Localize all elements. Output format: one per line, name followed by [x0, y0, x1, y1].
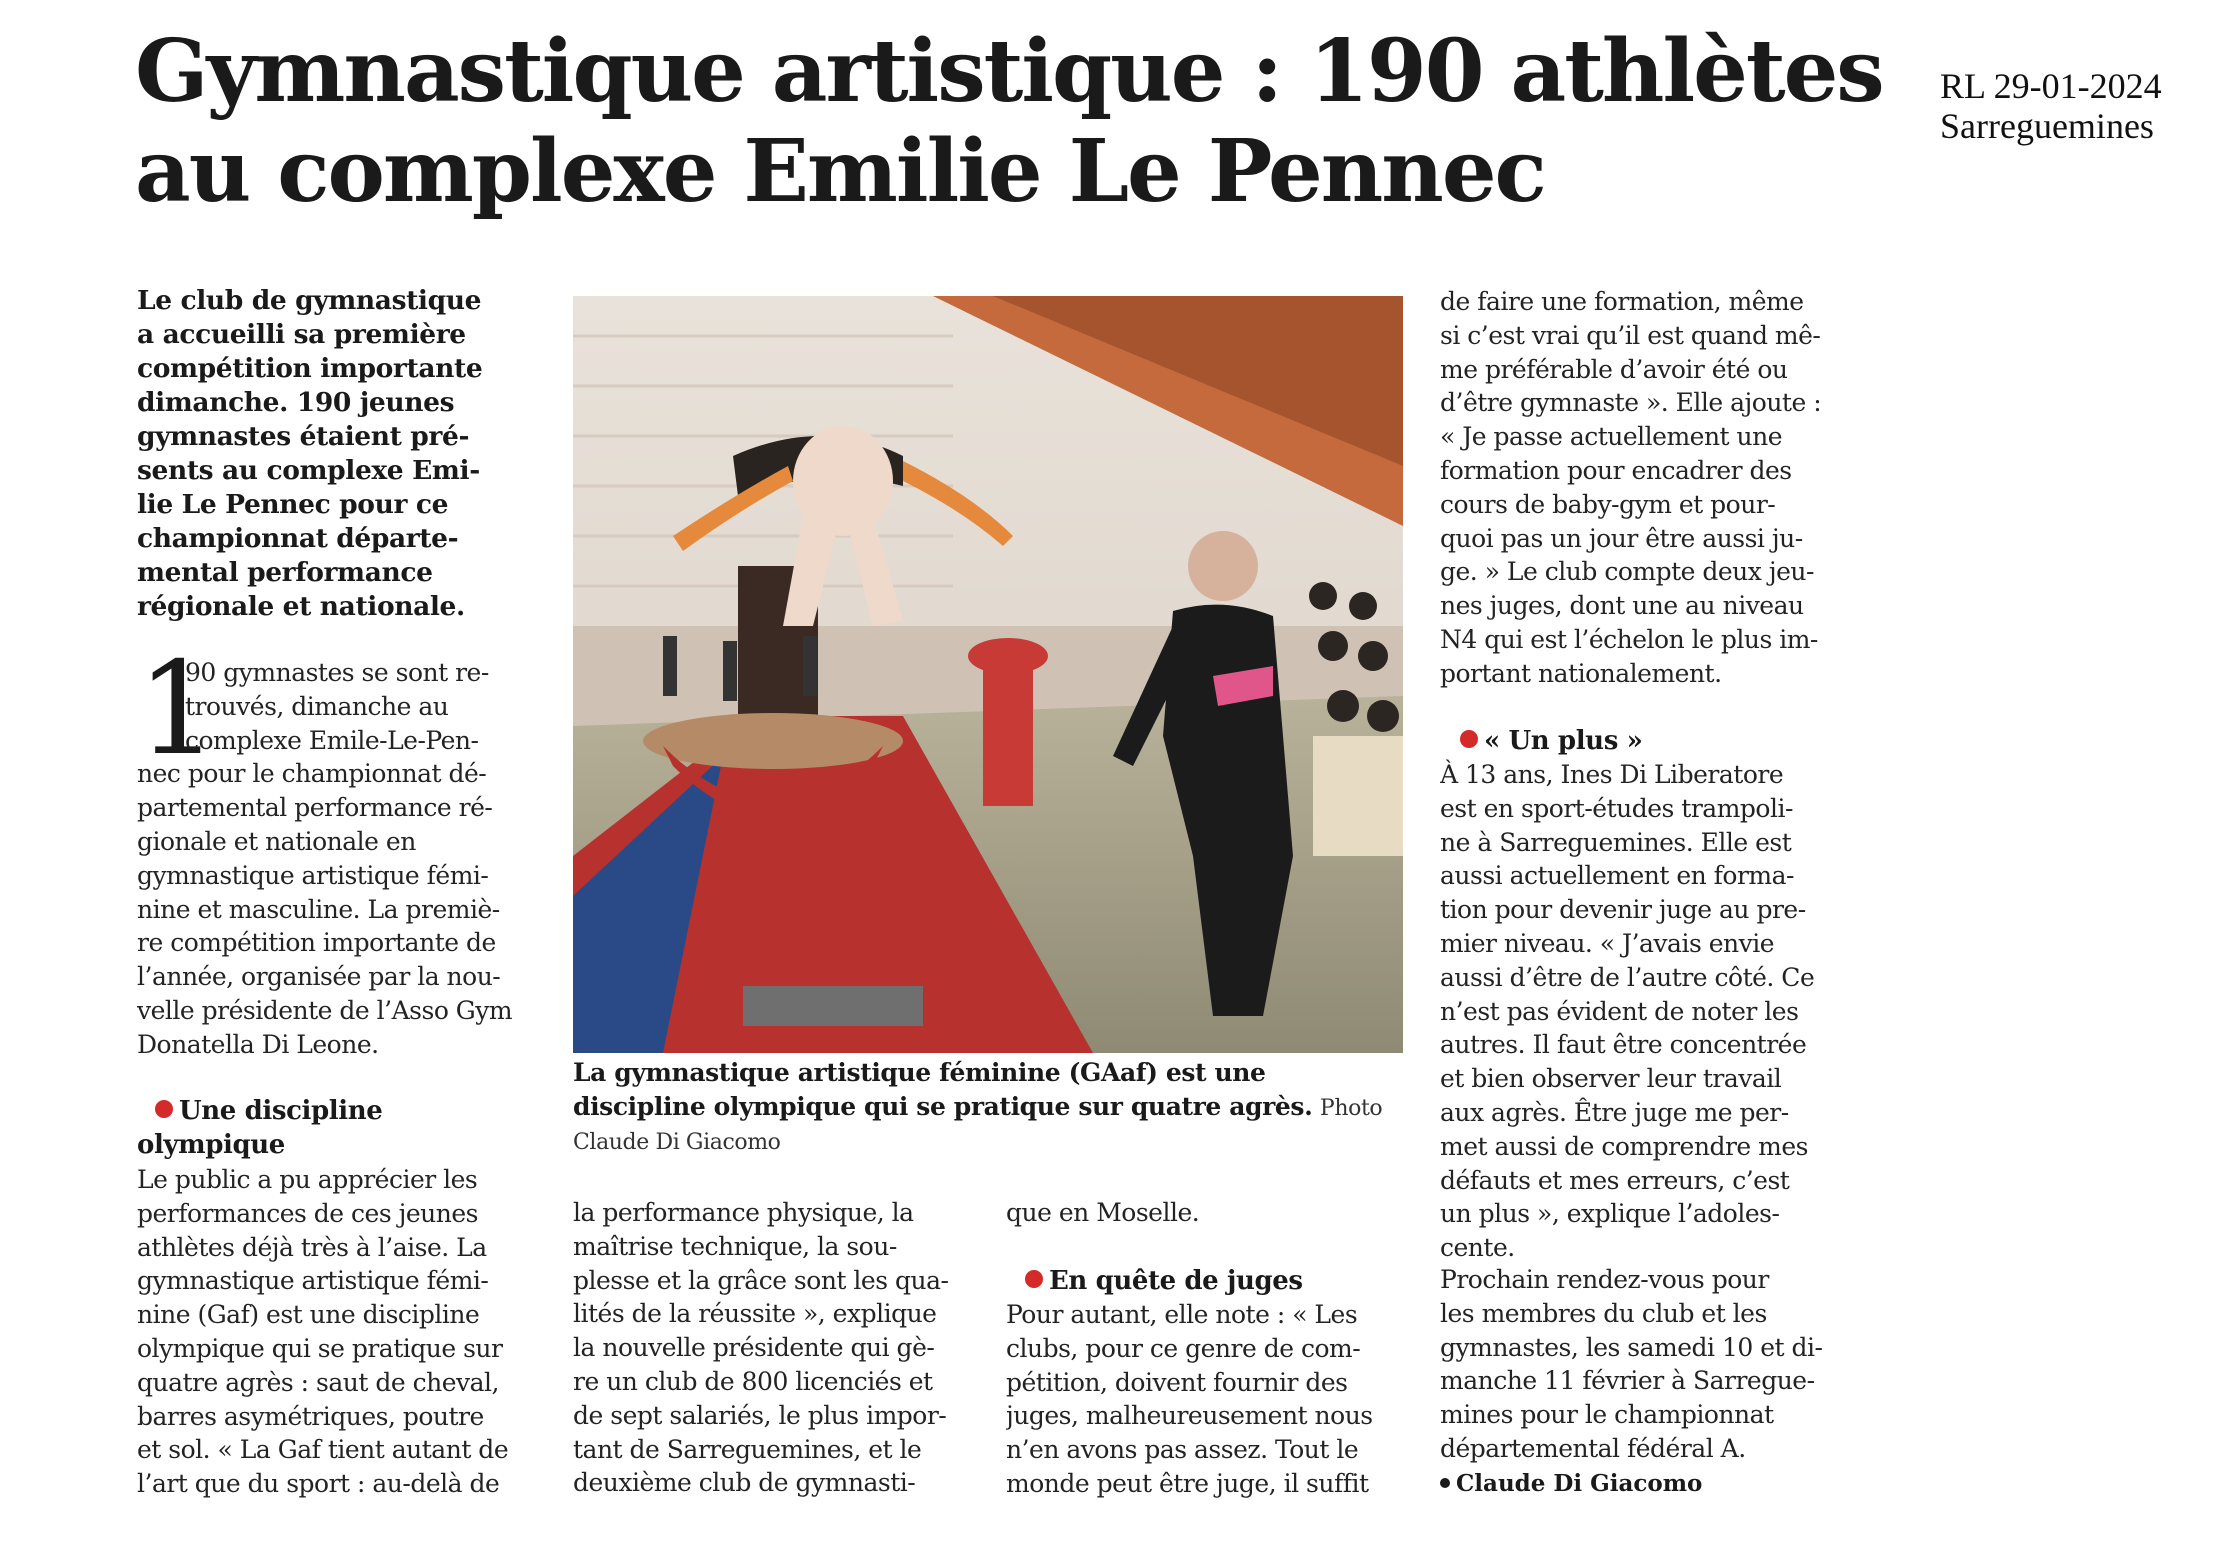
- intro-paragraph-line: l’année, organisée par la nou-: [137, 962, 501, 992]
- intro-paragraph-line: nine et masculine. La premiè-: [137, 894, 500, 924]
- section1-col1-text: [137, 1163, 537, 1501]
- section3-closing-line: départemental fédéral A.: [1440, 1433, 1746, 1463]
- caption-credit-name: Claude Di Giacomo: [573, 1130, 781, 1155]
- headline-line-2: au complexe Emilie Le Pennec: [135, 121, 1545, 222]
- section1-col3-text: [1006, 1196, 1406, 1230]
- caption-line-2-text: discipline olympique qui se pratique sur quatre agrès.: [573, 1092, 1313, 1121]
- section2-col4-text-line: de faire une formation, même: [1440, 287, 1804, 316]
- article-byline: [1440, 1470, 1702, 1497]
- caption-line-1: La gymnastique artistique féminine (GAaf) est une: [573, 1058, 1266, 1087]
- section-heading-judges-text: En quête de juges: [1049, 1266, 1303, 1296]
- section3-text-line: tion pour devenir juge au pre-: [1440, 895, 1806, 925]
- intro-paragraph-line: Donatella Di Leone.: [137, 1029, 379, 1059]
- intro-paragraph-line: gymnastique artistique fémi-: [137, 860, 489, 890]
- section1-col1-text-line: olympique qui se pratique sur: [137, 1333, 503, 1363]
- article-lead: [137, 284, 537, 624]
- article-lead-line: Le club de gymnastique: [137, 285, 482, 316]
- source-city: Sarreguemines: [1940, 106, 2154, 146]
- section2-col4-text-line: portant nationalement.: [1440, 658, 1722, 688]
- section-heading-judges: [1025, 1264, 1303, 1298]
- intro-paragraph-line: partemental performance ré-: [137, 793, 493, 823]
- section3-closing: [1440, 1263, 1840, 1466]
- article-lead-line: mental performance: [137, 557, 433, 588]
- section1-col3-text-line: que en Moselle.: [1006, 1198, 1200, 1227]
- section2-col4-text-line: « Je passe actuellement une: [1440, 422, 1783, 452]
- section3-text: [1440, 758, 1840, 1265]
- section1-col2-text-body: [573, 1196, 973, 1500]
- section1-col1-text-line: l’art que du sport : au-delà de: [137, 1469, 500, 1499]
- section3-text-line: et bien observer leur travail: [1440, 1064, 1782, 1094]
- section1-col2-text-body-line: lités de la réussite », explique: [573, 1299, 937, 1329]
- intro-paragraph-line: gionale et nationale en: [137, 826, 416, 856]
- section2-col4-text-line: quoi pas un jour être aussi ju-: [1440, 523, 1803, 553]
- section1-col2-text-body-line: plesse et la grâce sont les qua-: [573, 1265, 949, 1295]
- section1-col2-text-body-line: tant de Sarreguemines, et le: [573, 1434, 922, 1464]
- headline-line-1: Gymnastique artistique : 190 athlètes: [135, 21, 1883, 122]
- article-lead-line: régionale et nationale.: [137, 591, 465, 622]
- section2-col3-text-line: pétition, doivent fournir des: [1006, 1367, 1348, 1397]
- section2-col3-text: [1006, 1298, 1406, 1501]
- section1-col1-text-line: athlètes déjà très à l’aise. La: [137, 1232, 487, 1262]
- section3-text-line: autres. Il faut être concentrée: [1440, 1030, 1807, 1060]
- section3-text-line: À 13 ans, Ines Di Liberatore: [1440, 760, 1784, 789]
- section3-text-line: aussi actuellement en forma-: [1440, 861, 1794, 891]
- article-lead-line: championnat départe-: [137, 523, 459, 554]
- photo-caption: [573, 1056, 1413, 1160]
- section2-col4-text-line: cours de baby-gym et pour-: [1440, 489, 1776, 519]
- section2-col3-text-line: n’en avons pas assez. Tout le: [1006, 1435, 1359, 1465]
- section2-col3-text-line: Pour autant, elle note : « Les: [1006, 1300, 1358, 1329]
- intro-paragraph: [137, 635, 537, 1062]
- section1-col1-text-line: performances de ces jeunes: [137, 1198, 478, 1228]
- red-bullet-icon: [1460, 730, 1478, 748]
- section1-col1-text-line: quatre agrès : saut de cheval,: [137, 1367, 499, 1397]
- section3-closing-line: les membres du club et les: [1440, 1298, 1767, 1328]
- section2-col4-text: [1440, 285, 1840, 691]
- drop-cap: 1: [137, 635, 219, 784]
- section1-col1-text-line: nine (Gaf) est une discipline: [137, 1300, 480, 1330]
- section-heading-discipline-line1: Une discipline: [179, 1096, 383, 1126]
- article-lead-line: a accueilli sa première: [137, 319, 466, 350]
- section3-text-line: aux agrès. Être juge me per-: [1440, 1097, 1789, 1127]
- section2-col4-text-line: formation pour encadrer des: [1440, 455, 1792, 485]
- article-lead-line: gymnastes étaient pré-: [137, 421, 470, 452]
- section1-col2-text-body-line: la nouvelle présidente qui gè-: [573, 1333, 935, 1363]
- section3-text-line: n’est pas évident de noter les: [1440, 996, 1799, 1026]
- article-lead-line: compétition importante: [137, 353, 483, 384]
- red-bullet-icon: [1025, 1270, 1043, 1288]
- caption-line-2: [573, 1090, 1413, 1126]
- vault-scene-illustration: [573, 296, 1403, 1053]
- intro-paragraph-line: 90 gymnastes se sont re-: [185, 658, 489, 687]
- gymnastics-photo: [573, 296, 1403, 1053]
- article-lead-line: sents au complexe Emi-: [137, 455, 480, 486]
- intro-paragraph-line: nec pour le championnat dé-: [137, 759, 487, 789]
- source-stamp: [1940, 66, 2200, 146]
- section3-text-line: mier niveau. « J’avais envie: [1440, 928, 1775, 958]
- section1-col2-text-body-line: la performance physique, la: [573, 1198, 914, 1227]
- section1-col2-text-body-line: maîtrise technique, la sou-: [573, 1231, 897, 1261]
- article-lead-line: dimanche. 190 jeunes: [137, 387, 455, 418]
- byline-bullet-icon: [1440, 1478, 1450, 1488]
- section3-text-line: est en sport-études trampoli-: [1440, 793, 1793, 823]
- section1-col2-text-body-line: re un club de 800 licenciés et: [573, 1366, 933, 1396]
- section-heading-plus: [1460, 724, 1642, 758]
- section3-text-line: ne à Sarreguemines. Elle est: [1440, 827, 1792, 857]
- source-date: RL 29-01-2024: [1940, 66, 2162, 106]
- intro-paragraph-line: re compétition importante de: [137, 928, 496, 958]
- section1-col1-text-line: et sol. « La Gaf tient autant de: [137, 1435, 509, 1465]
- section3-text-line: un plus », explique l’adoles-: [1440, 1199, 1780, 1229]
- section-heading-plus-text: « Un plus »: [1484, 726, 1643, 756]
- section3-text-line: défauts et mes erreurs, c’est: [1440, 1165, 1790, 1195]
- section-heading-discipline-cont: olympique: [137, 1130, 285, 1160]
- section-heading-discipline: [155, 1094, 382, 1128]
- section3-text-line: cente.: [1440, 1233, 1515, 1263]
- section2-col4-text-line: ge. » Le club compte deux jeu-: [1440, 557, 1814, 587]
- section1-col1-text-line: gymnastique artistique fémi-: [137, 1266, 489, 1296]
- section3-closing-line: gymnastes, les samedi 10 et di-: [1440, 1332, 1823, 1362]
- section2-col4-text-line: si c’est vrai qu’il est quand mê-: [1440, 320, 1821, 350]
- section2-col4-text-line: me préférable d’avoir été ou: [1440, 354, 1788, 384]
- intro-paragraph-line: velle présidente de l’Asso Gym: [137, 995, 513, 1025]
- section3-closing-line: mines pour le championnat: [1440, 1400, 1774, 1430]
- section3-closing-line: manche 11 février à Sarregue-: [1440, 1366, 1815, 1396]
- section2-col4-text-line: N4 qui est l’échelon le plus im-: [1440, 624, 1818, 654]
- section2-col3-text-line: juges, malheureusement nous: [1006, 1401, 1373, 1431]
- section2-col4-text-line: d’être gymnaste ». Elle ajoute :: [1440, 388, 1822, 418]
- intro-paragraph-line: complexe Emile-Le-Pen-: [185, 725, 479, 755]
- section2-col3-text-line: monde peut être juge, il suffit: [1006, 1468, 1369, 1498]
- article-lead-line: lie Le Pennec pour ce: [137, 489, 449, 520]
- section3-closing-line: Prochain rendez-vous pour: [1440, 1265, 1769, 1294]
- section2-col3-text-line: clubs, pour ce genre de com-: [1006, 1333, 1361, 1363]
- byline-name: Claude Di Giacomo: [1456, 1470, 1703, 1497]
- caption-credit-label: Photo: [1319, 1096, 1383, 1121]
- section1-col2-text-body-line: deuxième club de gymnasti-: [573, 1468, 916, 1498]
- section1-col1-text-line: barres asymétriques, poutre: [137, 1401, 484, 1431]
- section2-col4-text-line: nes juges, dont une au niveau: [1440, 591, 1804, 621]
- section1-col2-text-body-line: de sept salariés, le plus impor-: [573, 1400, 947, 1430]
- section3-text-line: met aussi de comprendre mes: [1440, 1131, 1808, 1161]
- red-bullet-icon: [155, 1100, 173, 1118]
- section3-text-line: aussi d’être de l’autre côté. Ce: [1440, 962, 1815, 992]
- section1-col1-text-line: Le public a pu apprécier les: [137, 1165, 478, 1194]
- intro-paragraph-line: trouvés, dimanche au: [185, 691, 449, 721]
- article-headline: [135, 21, 1883, 222]
